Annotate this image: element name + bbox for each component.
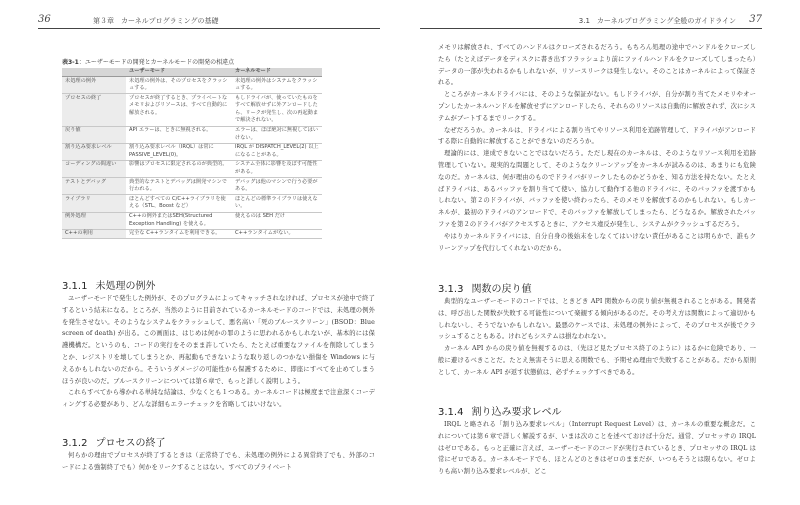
- right-page-number: 37: [749, 14, 762, 25]
- table-row: [62, 212, 322, 229]
- row-heading: テストとデバッグ: [62, 178, 126, 195]
- left-page-number: 36: [38, 14, 51, 25]
- row-heading: 戻り値: [62, 126, 126, 143]
- table-row: [62, 77, 322, 94]
- right-page: [400, 0, 800, 505]
- table-caption-text: ：ユーザーモードの開発とカーネルモードの開発の相違点: [78, 59, 235, 66]
- section-title: 未処理の例外: [95, 281, 156, 292]
- section-title: プロセスの終了: [95, 438, 166, 449]
- table-caption-label: 表3-1: [62, 59, 79, 66]
- user-mode-cell: 割り込み要求レベル（IRQL）は常にPASSIVE_LEVEL(0)。: [126, 143, 232, 160]
- section-body-irql: [438, 419, 756, 478]
- paragraph: 理論的には、達成できないことではないだろう。ただし現在のカーネルは、そのようなリソース利用を追跡管理していない。現実的な問題として、そのようなクリーンアップをカーネルが試みるのは、あまりにも危険なのだ。カーネルは、何が理由のものでドライバがリークしたものかどうかを、知る方法を持たない。たとえばドライバは、あるバッファを割り当てて使い、協力して動作する他のドライバに、そのバッファを渡すかもしれない。第２のドライバが、バッファを使い終わったら、そのメモリを解放するのかもしれない。もしカーネルが、最初のドライバのアンロードで、そのバッファを解放してしまったら、どうなるか。解放されたバッファを第２のドライバがアクセスするときに、アクセス違反が発生し、システムがクラッシュするだろう。: [438, 150, 756, 228]
- paragraph: ところがカーネルドライバには、そのような保証がない。もしドライバが、自分が割り当てたメモリやオープンしたカーネルハンドルを解放せずにアンロードしたら、それらのリソースは自動的に解放されず、次にシステムがブートするまでリークする。: [438, 91, 756, 122]
- table-row: [62, 94, 322, 126]
- row-heading: C++の利用: [62, 229, 126, 239]
- right-chapter-header: 3.1 カーネルプログラミング全般のガイドライン: [578, 17, 736, 25]
- user-mode-cell: 影響はプロセスに限定されるのが典型的。: [126, 160, 232, 177]
- left-page-header: [38, 14, 380, 29]
- row-heading: ライブラリ: [62, 195, 126, 212]
- table-row: [62, 126, 322, 143]
- row-heading: 割り込み要求レベル: [62, 143, 126, 160]
- section-body-process-termination: [62, 450, 375, 474]
- section-body-unhandled-exceptions: [62, 293, 375, 411]
- section-heading-unhandled-exceptions: [62, 277, 155, 292]
- table-row: [62, 178, 322, 195]
- paragraph: メモリは解放され、すべてのハンドルはクローズされるだろう。もちろん処理の途中でハンドルをクローズしたら（たとえばデータをディスクに書き出すフラッシュより前にファイルハンドルをクローズしてしまったら）データの一部が失われるかもしれないが、リソースリークは発生しない。そのことはカーネルによって保証される。: [438, 44, 756, 87]
- paragraph: 典型的なユーザーモードのコードでは、ときどき API 関数からの戻り値が無視されることがある。開発者は、呼び出した関数が失敗する可能性について楽観する傾向があるのだ。その考え方は関数によって適切かもしれないし、そうでないかもしれない。最悪のケースでは、未処理の例外によって、そのプロセスが後でクラッシュすることもある。けれどもシステムは損なわれない。: [438, 298, 756, 341]
- user-mode-cell: ほとんどすべての C/C++ライブラリを使える（STL、Boost など）: [126, 195, 232, 212]
- user-mode-cell: 未処理の例外は、そのプロセスをクラッシュする。: [126, 77, 232, 94]
- row-heading: コーディングの間違い: [62, 160, 126, 177]
- kernel-mode-cell: デバッグは他のマシンで行う必要がある。: [232, 178, 322, 195]
- kernel-mode-cell: もしドライバが、使っていたものをすべて解放せずに外アンロードしたら、リークが発生し、次の再起動まで解決されない。: [232, 94, 322, 126]
- section-number: 3.1.1: [62, 281, 88, 292]
- row-heading: 未処理の例外: [62, 77, 126, 94]
- right-page-header: [420, 14, 762, 29]
- table-row: [62, 143, 322, 160]
- table-header-blank: [62, 68, 126, 77]
- kernel-mode-cell: 未処理の例外はシステムをクラッシュする。: [232, 77, 322, 94]
- left-chapter-header: 第３章 カーネルプログラミングの基礎: [93, 17, 219, 25]
- user-mode-cell: プロセスが終了するとき、プライベートなメモリおよびリソースは、すべて自動的に解放される。: [126, 94, 232, 126]
- user-mode-cell: C++の例外またはSEH(Structured Exception Handling) を使える。: [126, 212, 232, 229]
- section-number: 3.1.2: [62, 438, 88, 449]
- paragraph: これらすべてから導かれる単純な結論は、少なくとも１つある。カーネルコードは極度まで注意深くコーディングする必要があり、どんな詳細もエラーチェックを省略してはいけない。: [62, 389, 375, 409]
- kernel-mode-cell: エラーは、ほぼ絶対に無視してはいけない。: [232, 126, 322, 143]
- kernel-mode-cell: IRQL が DISPATCH_LEVEL(2) 以上になることがある。: [232, 143, 322, 160]
- paragraph: なぜだろうか。カーネルは、ドライバによる割り当てやリソース利用を追跡管理して、ドライバがアンロードする際に自動的に解放することができないのだろうか。: [438, 126, 756, 146]
- continued-body-text: [438, 42, 756, 254]
- section-title: 割り込み要求レベル: [471, 407, 562, 418]
- table-row: [62, 229, 322, 239]
- user-mode-cell: 完全な C++ランタイムを利用できる。: [126, 229, 232, 239]
- section-number: 3.1.4: [438, 407, 464, 418]
- table-row: [62, 160, 322, 177]
- paragraph: 何らかの理由でプロセスが終了するときは（正常終了でも、未処理の例外による異常終了でも、外部のコードによる強制終了でも）何かをリークすることはない。すべてのプライベート: [62, 452, 375, 471]
- comparison-table: [62, 68, 322, 239]
- row-heading: 例外処理: [62, 212, 126, 229]
- table-header-row: [62, 68, 322, 77]
- table-header-kernel-mode: カーネルモード: [232, 68, 322, 77]
- table-header-user-mode: ユーザーモード: [126, 68, 232, 77]
- section-heading-process-termination: [62, 434, 165, 449]
- paragraph: やはりカーネルドライバには、自分自身の後始末をしなくてはいけない責任があることは明らかで、誰もクリーンアップを代行してくれないのだから。: [438, 232, 756, 252]
- table-row: [62, 195, 322, 212]
- paragraph: カーネル API からの戻り値を無視するのは、（先ほど見たプロセス終了のように）はるかに危険であり、一般に避けるべきことだ。たとえ無害そうに思える関数でも、予期せぬ理由で失敗することがある。だから原則として、カーネル API が返す状態値は、必ずチェックすべきである。: [438, 345, 756, 376]
- paragraph: IRQL と略される「割り込み要求レベル」（Interrupt Request Level）は、カーネルの重要な概念だ。これについては第６章で詳しく解説するが、いまは次のことを述べておけば十分だ。通常、プロセッサの IRQL はゼロである。もっと正確に言えば、ユーザーモードのコードが実行されているとき、プロセッサの IRQL は常にゼロである。カーネルモードでも、ほとんどのときはゼロのままだが、いつもそうとは限らない。ゼロよりも高い割り込み要求レベルが、どこ: [438, 421, 756, 476]
- section-heading-return-values: [438, 280, 531, 295]
- kernel-mode-cell: 使えるのは SEH だけ: [232, 212, 322, 229]
- kernel-mode-cell: ほとんどの標準ライブラリは使えない。: [232, 195, 322, 212]
- user-mode-cell: API エラーは、ときに無視される。: [126, 126, 232, 143]
- section-number: 3.1.3: [438, 284, 464, 295]
- paragraph: ユーザーモードで発生した例外が、そのプログラムによってキャッチされなければ、プロセスが途中で終了するという結末になる。ところが、当然のように目前されているカーネルモードのコードでは、未処理の例外を発生させない。そのようなシステムをクラッシュして、悪名高い「死のブルースクリーン」(BSOD：Blue screen of death) が出る。この画面は、はじめは何かの罪のように思われるかもしれないが、基本的には保護機構だ。というのも、コードの実行をそのまま許していたら、たとえば重要なファイルを削除してしまうとか、レジストリを壊してしまうとか、再起動もできないような取り返しのつかない損傷を Windows に与えるかもしれないのだから。そういうダメージの可能性から保護するために、即座にすべてを止めてしまうほうが良いのだ。ブルースクリーンについては第６章で、もっと詳しく説明しよう。: [62, 295, 375, 385]
- section-title: 関数の戻り値: [471, 284, 532, 295]
- row-heading: プロセスの終了: [62, 94, 126, 126]
- section-body-return-values: [438, 296, 756, 379]
- kernel-mode-cell: C++ランタイムがない。: [232, 229, 322, 239]
- user-mode-cell: 典型的なテストとデバッグは開発マシンで行われる。: [126, 178, 232, 195]
- kernel-mode-cell: システム全体に影響を及ぼす可能性がある。: [232, 160, 322, 177]
- section-heading-irql: [438, 403, 561, 418]
- table-caption: [62, 57, 234, 66]
